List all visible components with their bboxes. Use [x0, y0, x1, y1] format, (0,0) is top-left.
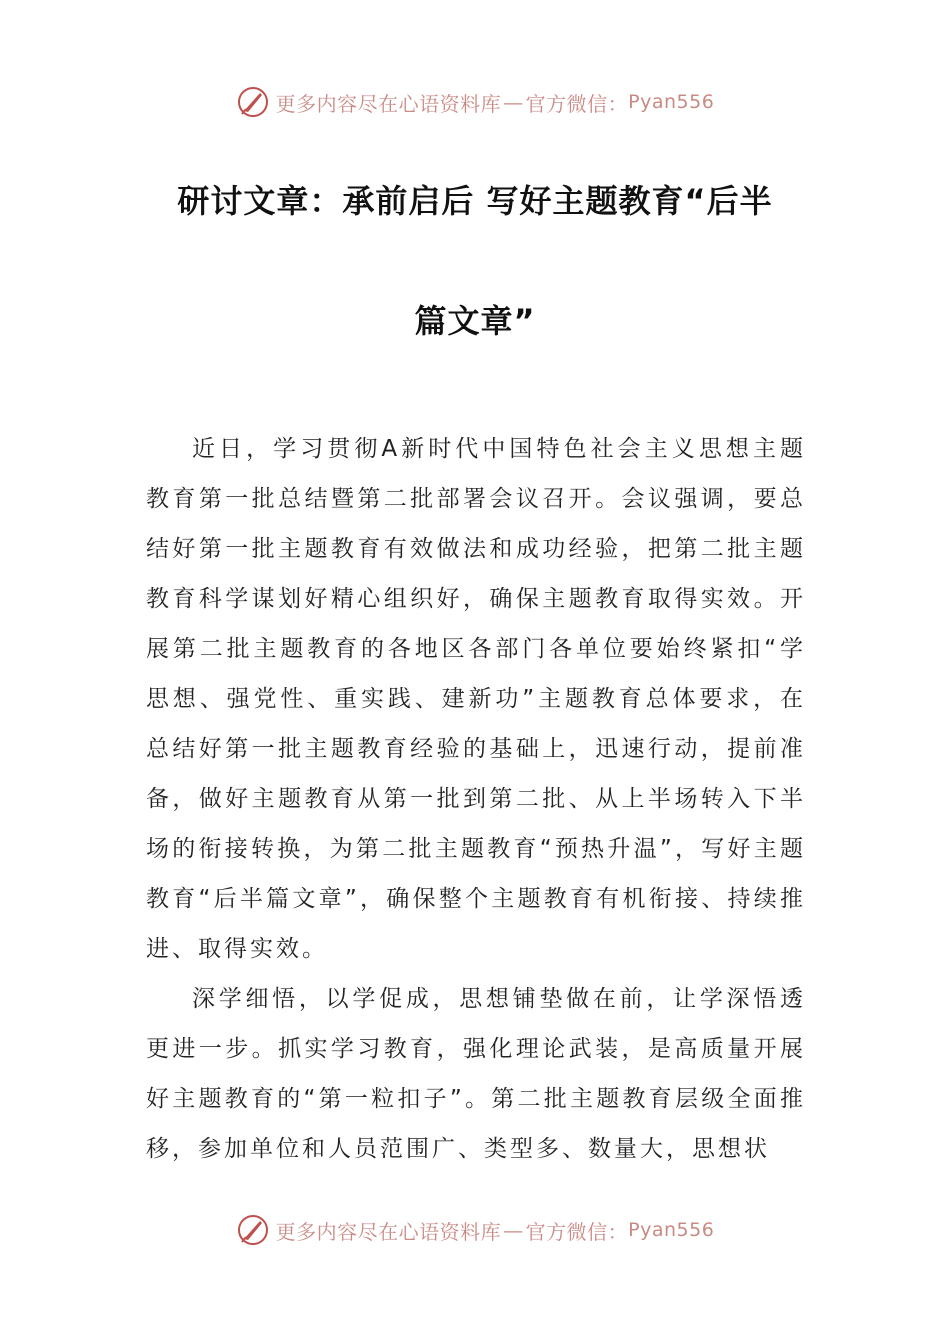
watermark-dash: —: [503, 1218, 524, 1242]
quill-pen-icon: [236, 1213, 270, 1247]
paragraph: 近日，学习贯彻A新时代中国特色社会主义思想主题教育第一批总结暨第二批部署会议召开。会议强调，要总结好第一批主题教育有效做法和成功经验，把第二批主题教育科学谋划好精心组织好，确保主题教育取得实效。开展第二批主题教育的各地区各部门各单位要始终紧扣“学思想、强党性、重实践、建新功”主题教育总体要求，在总结好第一批主题教育经验的基础上，迅速行动，提前准备，做好主题教育从第一批到第二批、从上半场转入下半场的衔接转换，为第二批主题教育“预热升温”，写好主题教育“后半篇文章”，确保整个主题教育有机衔接、持续推进、取得实效。: [146, 436, 806, 962]
watermark-main-text: 更多内容尽在心语资料库: [275, 91, 502, 116]
watermark-label: 官方微信：: [525, 91, 629, 116]
document-title-line-2: 篇文章”: [414, 302, 536, 340]
watermark-dash: —: [503, 90, 524, 114]
watermark-footer: [0, 1210, 950, 1250]
watermark-label: 官方微信：: [525, 1219, 629, 1244]
watermark-main-text: 更多内容尽在心语资料库: [275, 1219, 502, 1244]
document-title-line-1: 研讨文章：承前启后 写好主题教育“后半: [177, 182, 773, 220]
paragraph: 深学细悟，以学促成，思想铺垫做在前，让学深悟透更进一步。抓实学习教育，强化理论武装，是高质量开展好主题教育的“第一粒扣子”。第二批主题教育层级全面推移，参加单位和人员范围广、类型多、数量大，思想状: [146, 986, 806, 1162]
watermark-header: [0, 82, 950, 122]
watermark-wechat-id: Pyan556: [628, 1219, 715, 1241]
quill-pen-icon: [236, 85, 270, 119]
watermark-wechat-id: Pyan556: [628, 91, 715, 113]
document-body: [146, 424, 806, 1174]
